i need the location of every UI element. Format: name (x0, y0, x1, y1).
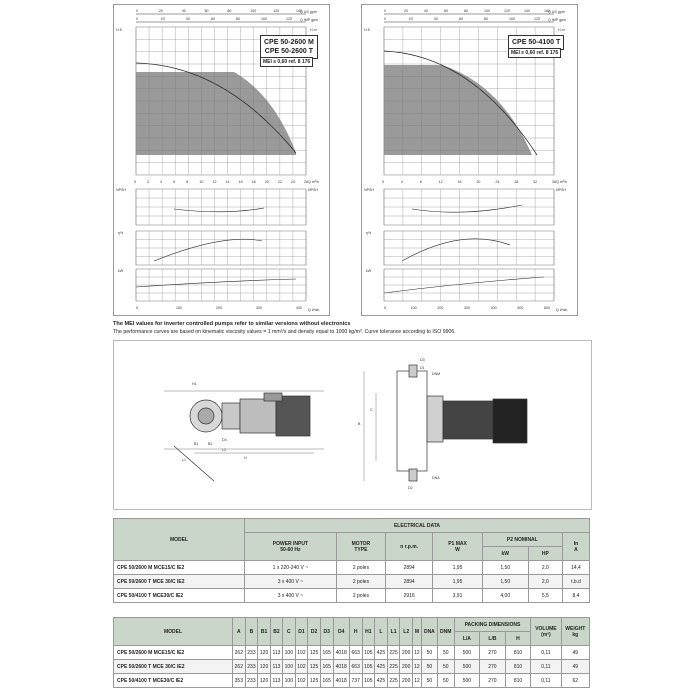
left-lmin-tick: 100 (176, 306, 182, 310)
left-top2-tick: 80 (236, 17, 240, 21)
left-xtick: 26 (304, 180, 308, 184)
right-hft-label: H ft (364, 28, 370, 32)
right-top-tick: 60 (444, 9, 448, 13)
elec-power-header: POWER INPUT 50-60 Hz (245, 533, 337, 561)
label-H1: H1 (192, 382, 197, 386)
left-top2-tick: 20 (161, 17, 165, 21)
right-top2-label: Q IMP gpm (548, 18, 567, 22)
left-xtick: 10 (199, 180, 204, 184)
right-top2-tick: 120 (534, 17, 540, 21)
left-top2-tick: 0 (136, 17, 138, 21)
left-lmin-tick: 300 (256, 306, 262, 310)
left-xtick: 2 (147, 180, 150, 184)
left-mei: MEI ≥ 0,60 ref. 8 176 (260, 57, 313, 67)
right-xtick: 24 (495, 180, 500, 184)
left-xtick: 6 (173, 180, 176, 184)
right-npsh-curve (412, 205, 522, 212)
right-top2-tick: 60 (459, 17, 463, 21)
right-xtick: 36 (552, 180, 556, 184)
left-xtick: 16 (238, 180, 243, 184)
right-top-tick: 20 (404, 9, 408, 13)
label-D2: D2 (408, 486, 413, 490)
right-top-tick: 140 (524, 9, 530, 13)
label-D4: D4 (222, 438, 227, 442)
dimension-drawing-panel (113, 340, 592, 510)
left-kw-curve (136, 279, 296, 287)
label-D3: D3 (420, 358, 425, 362)
left-eta-label: η% (118, 231, 124, 235)
electrical-data-table (113, 518, 590, 603)
label-C: C (370, 408, 373, 412)
right-top2-tick: 40 (434, 17, 438, 21)
right-top-tick: 40 (424, 9, 428, 13)
left-top2-label: Q IMP gpm (300, 18, 319, 22)
left-legend-2: CPE 50-2600 T (264, 48, 314, 55)
label-B2: B2 (208, 442, 213, 446)
left-top2-tick: 40 (186, 17, 190, 21)
left-xtick: 24 (290, 180, 295, 184)
right-top2-tick: 80 (484, 17, 488, 21)
left-top-tick: 100 (250, 9, 257, 13)
table-row: CPE 50/2600 M MCE15/C IE2 1 x 220-240 V ~ 2 poles 2894 1,95 1,50 2,0 14,4 (114, 561, 590, 575)
left-top-tick: 140 (296, 9, 302, 13)
left-xtick: 0 (134, 180, 136, 184)
right-top-tick: 160 (544, 9, 550, 13)
dim-volume-header: VOLUME (m³) (531, 618, 561, 646)
elec-p1-header: P1 MAX W (433, 533, 482, 561)
left-top1-label: Q US gpm (300, 10, 317, 14)
left-q-label: Q m³/h (308, 180, 319, 184)
label-B1: B1 (194, 442, 199, 446)
right-xtick: 0 (382, 180, 384, 184)
right-eta-curve (402, 239, 510, 261)
left-top-tick: 80 (227, 9, 232, 13)
right-top1-label: Q US gpm (548, 10, 565, 14)
left-top2-tick: 100 (261, 17, 267, 21)
left-chart-panel (113, 4, 330, 316)
left-xtick: 22 (277, 180, 282, 184)
left-npsh-curve (174, 208, 264, 212)
right-top2-tick: 0 (384, 17, 386, 21)
left-xtick: 4 (160, 180, 163, 184)
elec-motor-header: MOTOR TYPE (336, 533, 385, 561)
right-top2-tick: 20 (409, 17, 413, 21)
right-npsh-label: NPSH (364, 188, 374, 192)
left-top-tick: 20 (158, 9, 163, 13)
right-top-tick: 100 (484, 9, 490, 13)
left-legend (260, 35, 318, 59)
dim-packing-header: PACKING DIMENSIONS (454, 618, 531, 632)
left-top-tick: 60 (204, 9, 209, 13)
right-eta-label: η% (366, 231, 372, 235)
right-top-tick: 80 (464, 9, 468, 13)
left-top-tick: 0 (136, 9, 138, 13)
elec-title: ELECTRICAL DATA (245, 519, 590, 533)
left-npsh-label: NPSH (116, 188, 126, 192)
label-H: H (244, 456, 247, 460)
elec-rpm-header: n r.p.m. (386, 533, 433, 561)
dimensions-table: MODEL A B B1 B2 C D1 D2 D3 D4 H H1 L L1 L2 M DNA DNM PACKING DIMENSIONS VOLUME (m³) WEIGHT kg L/A L/B H CPE 50/2600 M MCE15/C IE2 262 233 120 113 100 102 125 165 4018 663 105 425 225 200 12 50 50 500 270 810 0,11 49 CPE 50/2600 T MCE 30/C IE2 262 233 120 113 100 102 125 165 4018 663 105 425 225 200 12 50 50 500 270 810 0,11 49 CPE 50/4100 T MCE30/C IE2 353 233 120 113 100 102 125 165 4018 737 105 425 225 200 12 50 50 500 270 810 0,11 62 (113, 617, 590, 688)
right-chart-panel (361, 4, 578, 316)
right-lmin-tick: 600 (544, 306, 550, 310)
right-lmin-label: Q l/min (556, 308, 568, 312)
right-lmin-tick: 500 (517, 306, 524, 310)
label-DNA: DNA (432, 476, 440, 480)
right-legend-1: CPE 50-4100 T (512, 39, 561, 46)
table-row: CPE 50/2600 M MCE15/C IE2 262 233 120 113 100 102 125 165 4018 663 105 425 225 200 12 50 50 500 270 810 0,11 49 (114, 646, 590, 660)
left-top2-tick: 60 (211, 17, 215, 21)
right-lmin-tick: 400 (490, 306, 497, 310)
left-top2-tick: 120 (286, 17, 292, 21)
right-top-tick: 120 (504, 9, 510, 13)
label-L1: L1 (182, 458, 186, 462)
label-DNM: DNM (432, 372, 441, 376)
left-top-tick: 40 (181, 9, 186, 13)
left-hm-label: H m (310, 28, 317, 32)
left-lmin-tick: 400 (296, 306, 302, 310)
right-lmin-tick: 200 (437, 306, 444, 310)
performance-note: The performance curves are based on kinematic viscosity values = 1 mm²/s and density equal to 1000 kg/m³. Curve tolerance according to ISO 9906. (113, 329, 456, 335)
table-row: CPE 50/2600 T MCE 30/C IE2 3 x 400 V ~ 2 poles 2894 1,95 1,50 2,0 t.b.d (114, 575, 590, 589)
table-row: CPE 50/4100 T MCE30/C IE2 353 233 120 113 100 102 125 165 4018 737 105 425 225 200 12 50 50 500 270 810 0,11 62 (114, 674, 590, 688)
elec-hp-header: HP (528, 547, 562, 561)
elec-p2-header: P2 NOMINAL (482, 533, 562, 547)
left-xtick: 8 (186, 180, 189, 184)
right-xtick: 8 (419, 180, 422, 184)
dim-weight-header: WEIGHT kg (561, 618, 589, 646)
right-npsh-label-r: NPSH (556, 188, 566, 192)
right-q-label: Q m³/h (556, 180, 567, 184)
elec-kw-header: kW (482, 547, 528, 561)
left-xtick: 14 (225, 180, 230, 184)
right-mei: MEI ≥ 0,60 ref. 8 176 (508, 48, 561, 58)
label-B: B (358, 422, 361, 426)
right-kw-label: kW (366, 269, 372, 273)
right-top-tick: 0 (384, 9, 386, 13)
left-lmin-tick: 200 (216, 306, 222, 310)
label-L2: L2 (222, 448, 226, 452)
right-xtick: 16 (457, 180, 462, 184)
right-hm-label: H m (558, 28, 565, 32)
right-xtick: 12 (438, 180, 443, 184)
left-legend-1: CPE 50-2600 M (264, 39, 314, 46)
left-lmin-label: Q l/min (308, 308, 320, 312)
pump-drawings-svg (114, 341, 591, 509)
right-xtick: 28 (514, 180, 519, 184)
right-xtick: 32 (533, 180, 538, 184)
right-lmin-tick: 100 (410, 306, 417, 310)
pump-front-view (364, 365, 527, 481)
left-eta-curve (154, 239, 262, 261)
left-kw-label: kW (118, 269, 124, 273)
right-xtick: 20 (476, 180, 481, 184)
right-performance-area (384, 65, 532, 155)
left-hft-label: H ft (116, 28, 122, 32)
elec-in-header: In A (562, 533, 589, 561)
left-xtick: 18 (251, 180, 256, 184)
left-npsh-label-r: NPSH (308, 188, 318, 192)
left-lmin-tick: 0 (136, 306, 138, 310)
left-xtick: 12 (212, 180, 217, 184)
right-lmin-tick: 0 (384, 306, 386, 310)
right-lmin-tick: 300 (464, 306, 470, 310)
pump-side-view (164, 391, 324, 481)
table-row: CPE 50/2600 T MCE 30/C IE2 262 233 120 113 100 102 125 165 4018 663 105 425 225 200 12 50 50 500 270 810 0,11 49 (114, 660, 590, 674)
label-D1: D1 (420, 366, 425, 370)
dim-model-header: MODEL (114, 618, 233, 646)
left-xtick: 20 (264, 180, 269, 184)
mei-note: The MEI values for inverter controlled pumps refer to similar versions without electronics (113, 321, 351, 327)
right-xtick: 4 (400, 180, 403, 184)
right-top2-tick: 100 (509, 17, 515, 21)
elec-model-header: MODEL (114, 519, 245, 561)
left-top-tick: 120 (273, 9, 280, 13)
table-row: CPE 50/4100 T MCE30/C IE2 3 x 400 V ~ 2 poles 2916 3,91 4,00 5,5 8,4 (114, 589, 590, 603)
